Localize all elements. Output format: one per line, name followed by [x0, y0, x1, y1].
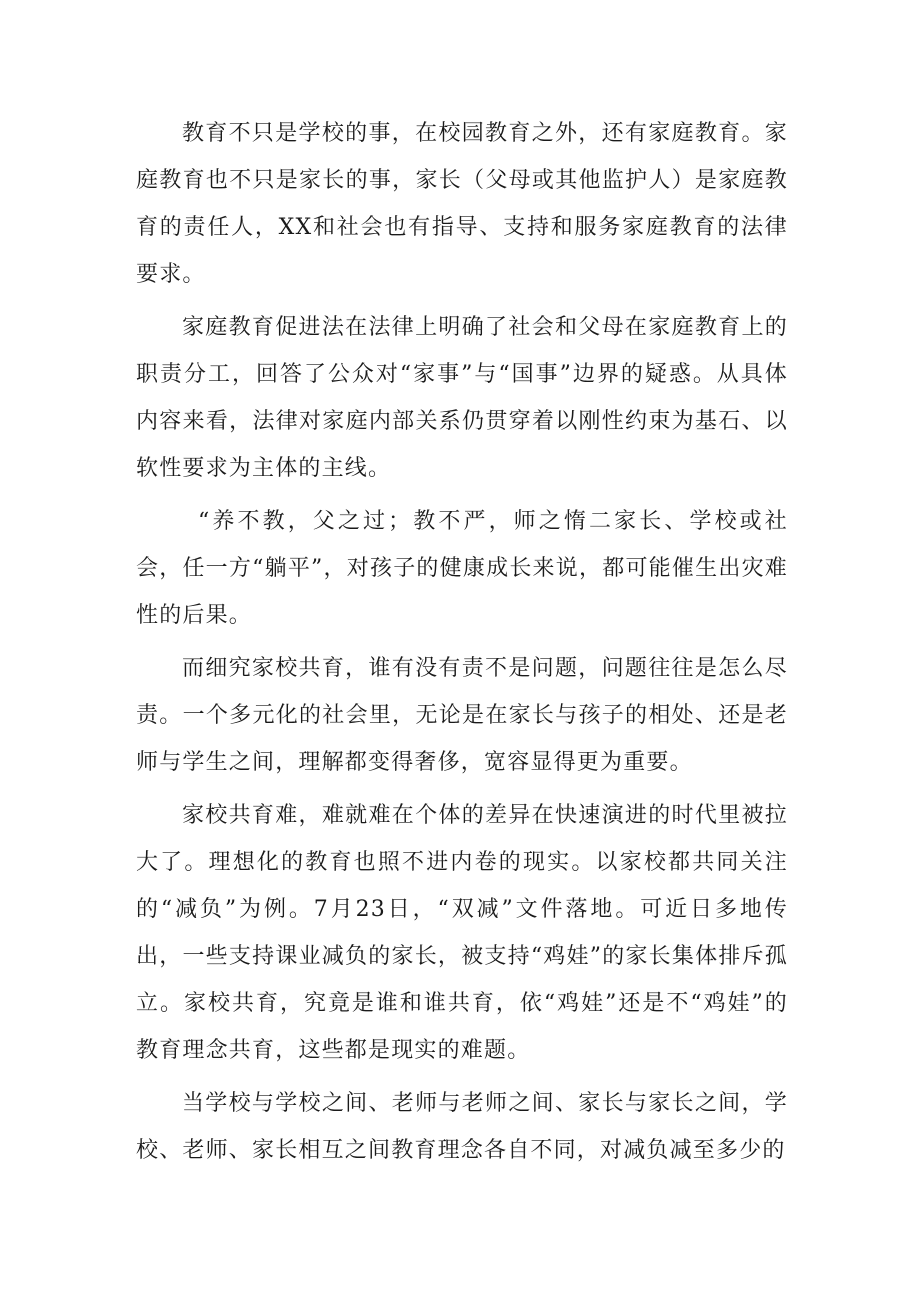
document-body [136, 110, 788, 1174]
paragraph-5: 家校共育难，难就难在个体的差异在快速演进的时代里被拉大了。理想化的教育也照不进内卷的现实。以家校都共同关注的“减负”为例。7月23日，“双减”文件落地。可近日多地传出，一些支持课业减负的家长，被支持“鸡娃”的家长集体排斥孤立。家校共育，究竟是谁和谁共育，依“鸡娃”还是不“鸡娃”的教育理念共育，这些都是现实的难题。 [136, 803, 788, 1063]
paragraph-6: 当学校与学校之间、老师与老师之间、家长与家长之间，学校、老师、家长相互之间教育理念各自不同，对减负减至多少的 [136, 1091, 788, 1163]
paragraph-3: “养不教，父之过；教不严，师之惰二家长、学校或社会，任一方“躺平”，对孩子的健康成长来说，都可能催生出灾难性的后果。 [136, 509, 788, 628]
paragraph-2: 家庭教育促进法在法律上明确了社会和父母在家庭教育上的职责分工，回答了公众对“家事”与“国事”边界的疑惑。从具体内容来看，法律对家庭内部关系仍贯穿着以刚性约束为基石、以软性要求为主体的主线。 [136, 315, 788, 481]
paragraph-1: 教育不只是学校的事，在校园教育之外，还有家庭教育。家庭教育也不只是家长的事，家长（父母或其他监护人）是家庭教育的责任人，XX和社会也有指导、支持和服务家庭教育的法律要求。 [136, 121, 788, 287]
paragraph-4: 而细究家校共育，谁有没有责不是问题，问题往往是怎么尽责。一个多元化的社会里，无论是在家长与孩子的相处、还是老师与学生之间，理解都变得奢侈，宽容显得更为重要。 [136, 656, 788, 775]
